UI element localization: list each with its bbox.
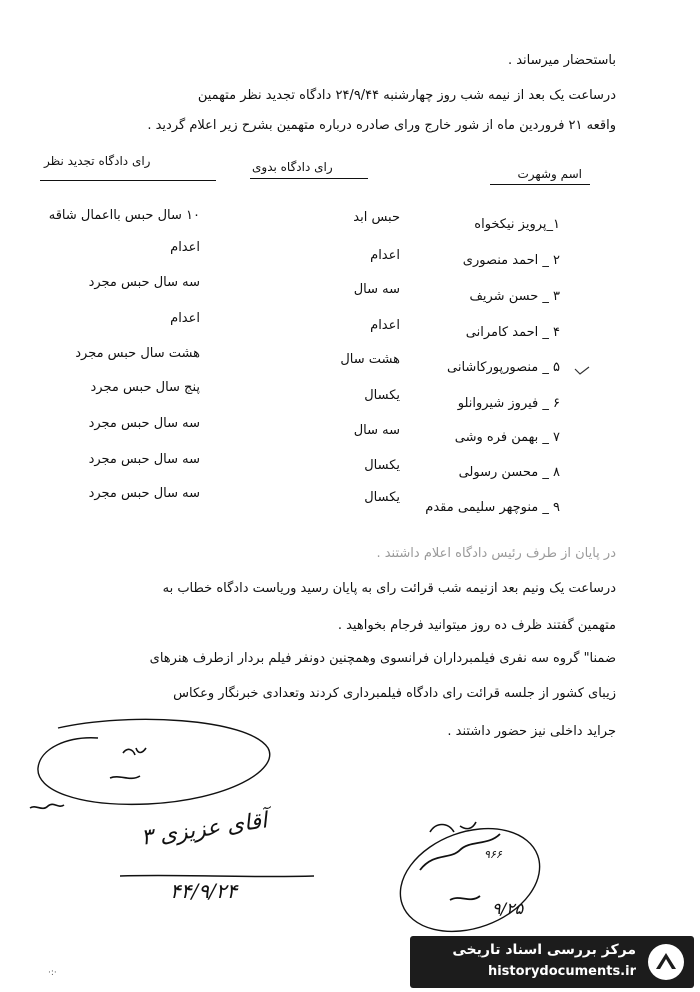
header-name-underline	[490, 184, 590, 185]
right-oval-signature	[390, 810, 570, 940]
row-name: ۵ _ منصورپورکاشانی	[447, 360, 560, 375]
row-appeal-court: هشت سال حبس مجرد	[75, 346, 200, 361]
row-first-court: هشت سال	[340, 352, 400, 367]
row-appeal-court: سه سال حبس مجرد	[88, 416, 200, 431]
corner-mark: ·:·	[48, 968, 57, 978]
header-name: اسم وشهرت	[517, 167, 582, 181]
right-note-number: ۹۶۶	[484, 848, 502, 861]
tick-mark-icon	[574, 366, 590, 376]
row-name: ۷ _ بهمن فره وشی	[454, 430, 560, 445]
archive-url[interactable]: historydocuments.ir	[487, 964, 636, 979]
row-first-court: یکسال	[364, 458, 400, 473]
row-appeal-court: سه سال حبس مجرد	[88, 275, 200, 290]
row-appeal-court: اعدام	[170, 240, 200, 255]
row-name: ۱_پرویز نیکخواه	[474, 217, 560, 232]
row-appeal-court: سه سال حبس مجرد	[88, 452, 200, 467]
left-signature-scribble	[18, 708, 278, 828]
row-first-court: سه سال	[353, 282, 400, 297]
row-first-court: اعدام	[370, 248, 400, 263]
header-first-court-underline	[250, 178, 368, 179]
row-first-court: یکسال	[364, 490, 400, 505]
row-name: ۸ _ محسن رسولی	[458, 465, 560, 480]
row-appeal-court: اعدام	[170, 311, 200, 326]
row-first-court: یکسال	[364, 388, 400, 403]
intro-line-3: واقعه ۲۱ فروردین ماه از شور خارج ورای صادره درباره متهمین بشرح زیر اعلام گردید .	[147, 118, 616, 133]
right-note-date: ۹/۲۵	[492, 899, 524, 918]
archive-stamp	[410, 936, 694, 988]
row-name: ۴ _ احمد کامرانی	[465, 325, 560, 340]
closing-line-4: زیبای کشور از جلسه قرائت رای دادگاه فیلمبرداری کردند وتعدادی خبرنگار وعکاس	[173, 686, 616, 701]
intro-line-1: باستحضار میرساند .	[507, 53, 616, 68]
row-appeal-court: پنج سال حبس مجرد	[90, 380, 200, 395]
row-appeal-court: سه سال حبس مجرد	[88, 486, 200, 501]
faded-line: در پایان از طرف رئیس دادگاه اعلام داشتند .	[376, 546, 616, 561]
signature-date: ۴۴/۹/۲۴	[170, 879, 238, 903]
row-name: ۹ _ منوچهر سلیمی مقدم	[425, 500, 560, 515]
row-name: ۳ _ حسن شریف	[469, 289, 560, 304]
archive-name: مرکز بررسی اسناد تاریخی	[452, 942, 636, 958]
signature-name: آقای عزیزی ۳	[139, 808, 269, 851]
closing-line-5: جراید داخلی نیز حضور داشتند .	[447, 724, 616, 739]
closing-line-1: درساعت یک ونیم بعد ازنیمه شب قرائت رای به پایان رسید وریاست دادگاه خطاب به	[162, 581, 616, 596]
closing-line-3: ضمنا" گروه سه نفری فیلمبرداران فرانسوی وهمچنین دونفر فیلم بردار ازطرف هنرهای	[149, 651, 616, 666]
row-first-court: سه سال	[353, 423, 400, 438]
row-first-court: اعدام	[370, 318, 400, 333]
archive-logo-icon	[646, 942, 686, 982]
row-first-court: حبس ابد	[353, 210, 400, 225]
header-appeal-court-underline	[40, 180, 216, 181]
intro-line-2: درساعت یک بعد از نیمه شب روز چهارشنبه ۲۴/۹/۴۴ دادگاه تجدید نظر متهمین	[197, 88, 616, 103]
closing-line-2: متهمین گفتند ظرف ده روز میتوانید فرجام بخواهید .	[337, 618, 616, 633]
row-name: ۲ _ احمد منصوری	[462, 253, 560, 268]
row-appeal-court: ۱۰ سال حبس بااعمال شاقه	[48, 208, 200, 223]
header-appeal-court: رای دادگاه تجدید نظر	[44, 154, 151, 168]
header-first-court: رای دادگاه بدوی	[252, 160, 333, 174]
row-name: ۶ _ فیروز شیروانلو	[457, 396, 560, 411]
